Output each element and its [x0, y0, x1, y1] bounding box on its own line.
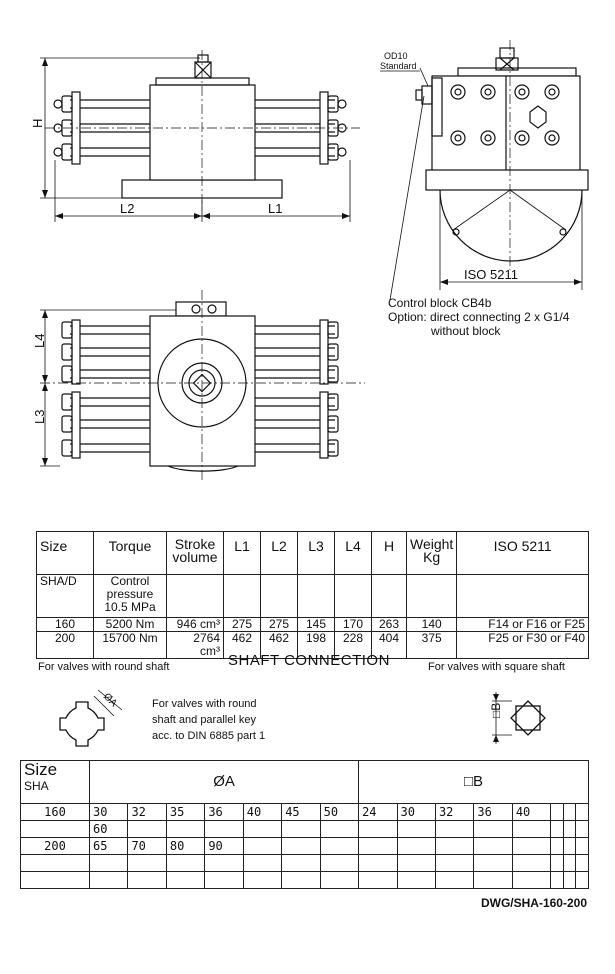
shaft-a-cell [128, 855, 166, 872]
header-l4: L4 [335, 532, 372, 575]
spec-subrow [37, 575, 589, 618]
square-shaft-icon [470, 688, 570, 758]
shaft-b-cell [551, 872, 564, 889]
shaft-a-cell: 90 [205, 838, 243, 855]
shaft-a-cell [205, 872, 243, 889]
od-label: OD10 [384, 51, 408, 61]
shaft-size-cell [21, 821, 90, 838]
shaft-col-a-header: ØA [90, 761, 359, 804]
header-h: H [372, 532, 407, 575]
shaft-size-sub: SHA [24, 779, 49, 793]
shaft-a-cell: 36 [205, 804, 243, 821]
front-view-drawing [0, 0, 370, 240]
header-iso-5211: ISO 5211 [457, 532, 589, 575]
shaft-b-cell [563, 804, 576, 821]
shaft-b-cell [563, 838, 576, 855]
dim-l1-label: L1 [268, 201, 283, 216]
shaft-size-cell [21, 855, 90, 872]
header-stroke-line2: volume [172, 549, 218, 565]
subrow-torque-line1: Control [110, 574, 150, 588]
cell: 946 cm³ [167, 618, 224, 632]
shaft-size-cell: 160 [21, 804, 90, 821]
round-shaft-icon [40, 680, 140, 760]
note-line-2: Option: direct connecting 2 x G1/4 [388, 310, 570, 324]
cell: 2764 cm³ [167, 632, 224, 659]
shaft-a-cell [205, 855, 243, 872]
shaft-a-cell [128, 872, 166, 889]
shaft-a-cell [243, 855, 281, 872]
shaft-a-cell: 35 [166, 804, 204, 821]
control-block-note [388, 296, 569, 338]
shaft-b-cell: 32 [435, 804, 473, 821]
header-weight-line2: Kg [423, 549, 441, 565]
cell: 263 [372, 618, 407, 632]
shaft-b-cell [397, 821, 435, 838]
shaft-a-cell [243, 838, 281, 855]
header-weight [407, 532, 457, 575]
subrow-size: SHA/D [37, 575, 94, 618]
cell: 462 [261, 632, 298, 659]
subrow-torque-line3: 10.5 MPa [104, 600, 156, 614]
shaft-a-cell [282, 838, 320, 855]
round-note-line-1: For valves with round [152, 698, 257, 710]
shaft-b-cell: 24 [359, 804, 397, 821]
shaft-a-cell [166, 872, 204, 889]
cell: 228 [335, 632, 372, 659]
shaft-b-cell [435, 872, 473, 889]
shaft-b-cell [474, 821, 512, 838]
shaft-b-cell [359, 838, 397, 855]
round-shaft-caption: For valves with round shaft [38, 661, 170, 673]
cell: 5200 Nm [94, 618, 167, 632]
shaft-a-cell: 70 [128, 838, 166, 855]
subrow-torque [94, 575, 167, 618]
dim-l4-label: L4 [32, 333, 47, 348]
shaft-b-cell [397, 872, 435, 889]
cell: F14 or F16 or F25 [457, 618, 589, 632]
shaft-b-cell [563, 872, 576, 889]
square-shaft-caption: For valves with square shaft [428, 661, 565, 673]
shaft-a-cell [320, 821, 358, 838]
dim-l2-label: L2 [120, 201, 135, 216]
cell: 198 [298, 632, 335, 659]
shaft-b-cell [397, 855, 435, 872]
cell: 375 [407, 632, 457, 659]
round-shaft-note [152, 696, 265, 744]
shaft-a-cell [243, 821, 281, 838]
shaft-b-cell [435, 821, 473, 838]
od-sub-label: Standard [380, 61, 417, 71]
cell: 15700 Nm [94, 632, 167, 659]
shaft-b-cell [551, 804, 564, 821]
table-row [21, 821, 589, 838]
shaft-b-cell [474, 872, 512, 889]
round-dim-label: ØA [101, 691, 120, 710]
shaft-a-cell: 40 [243, 804, 281, 821]
note-line-3: without block [431, 324, 501, 338]
shaft-header-row [21, 761, 589, 804]
dim-l3-label: L3 [32, 409, 47, 424]
shaft-b-cell [359, 855, 397, 872]
shaft-b-cell: 30 [397, 804, 435, 821]
shaft-a-cell [166, 855, 204, 872]
shaft-a-cell: 65 [90, 838, 128, 855]
header-l1: L1 [224, 532, 261, 575]
header-stroke-volume [167, 532, 224, 575]
header-weight-line1: Weight [410, 536, 454, 552]
dim-h-label: H [30, 118, 45, 128]
shaft-b-cell [435, 838, 473, 855]
shaft-b-cell [576, 872, 589, 889]
header-l3: L3 [298, 532, 335, 575]
shaft-b-cell [551, 855, 564, 872]
shaft-a-cell: 50 [320, 804, 358, 821]
header-size: Size [37, 532, 94, 575]
table-row [21, 804, 589, 821]
cell: 160 [37, 618, 94, 632]
drawing-number: DWG/SHA-160-200 [480, 896, 587, 910]
shaft-col-b-header: □B [359, 761, 589, 804]
table-row [21, 872, 589, 889]
cell: 170 [335, 618, 372, 632]
shaft-a-cell: 80 [166, 838, 204, 855]
cell: 404 [372, 632, 407, 659]
spec-table [36, 531, 589, 659]
note-line-1: Control block CB4b [388, 296, 492, 310]
shaft-a-cell [320, 838, 358, 855]
shaft-b-cell [512, 872, 550, 889]
shaft-size-cell: 200 [21, 838, 90, 855]
shaft-a-cell: 45 [282, 804, 320, 821]
shaft-b-cell: 40 [512, 804, 550, 821]
shaft-a-cell [205, 821, 243, 838]
shaft-a-cell [128, 821, 166, 838]
shaft-b-cell: 36 [474, 804, 512, 821]
table-row [37, 618, 589, 632]
cell: 275 [261, 618, 298, 632]
round-note-line-2: shaft and parallel key [152, 714, 256, 726]
shaft-a-cell [320, 872, 358, 889]
shaft-b-cell [551, 821, 564, 838]
shaft-b-cell [474, 855, 512, 872]
spec-header-row [37, 532, 589, 575]
shaft-b-cell [512, 855, 550, 872]
shaft-b-cell [576, 804, 589, 821]
shaft-a-cell [90, 872, 128, 889]
shaft-b-cell [551, 838, 564, 855]
shaft-a-cell [282, 872, 320, 889]
shaft-a-cell [166, 821, 204, 838]
cell: 140 [407, 618, 457, 632]
cell: 275 [224, 618, 261, 632]
shaft-a-cell [282, 821, 320, 838]
shaft-a-cell: 32 [128, 804, 166, 821]
table-row [21, 855, 589, 872]
shaft-size-cell [21, 872, 90, 889]
shaft-b-cell [576, 855, 589, 872]
square-dim-label: □B [489, 702, 503, 718]
shaft-b-cell [512, 838, 550, 855]
shaft-connection-title: SHAFT CONNECTION [228, 652, 390, 669]
shaft-a-cell: 60 [90, 821, 128, 838]
cell: F25 or F30 or F40 [457, 632, 589, 659]
cell: 145 [298, 618, 335, 632]
header-stroke-line1: Stroke [174, 536, 216, 552]
top-view-drawing [0, 290, 370, 490]
shaft-a-cell: 30 [90, 804, 128, 821]
shaft-table [20, 760, 589, 889]
shaft-b-cell [576, 838, 589, 855]
shaft-b-cell [359, 872, 397, 889]
subrow-torque-line2: pressure [106, 587, 154, 601]
shaft-size-header [21, 761, 90, 804]
shaft-a-cell [320, 855, 358, 872]
round-note-line-3: acc. to DIN 6885 part 1 [152, 730, 266, 742]
shaft-b-cell [435, 855, 473, 872]
shaft-b-cell [576, 821, 589, 838]
shaft-b-cell [512, 821, 550, 838]
shaft-b-cell [397, 838, 435, 855]
shaft-a-cell [90, 855, 128, 872]
shaft-size-label: Size [24, 760, 58, 779]
iso-5211-label: ISO 5211 [464, 267, 518, 282]
cell: 200 [37, 632, 94, 659]
shaft-a-cell [243, 872, 281, 889]
shaft-b-cell [563, 855, 576, 872]
shaft-b-cell [563, 821, 576, 838]
header-torque: Torque [94, 532, 167, 575]
shaft-b-cell [474, 838, 512, 855]
shaft-b-cell [359, 821, 397, 838]
shaft-a-cell [282, 855, 320, 872]
cell: 462 [224, 632, 261, 659]
table-row [21, 838, 589, 855]
header-l2: L2 [261, 532, 298, 575]
